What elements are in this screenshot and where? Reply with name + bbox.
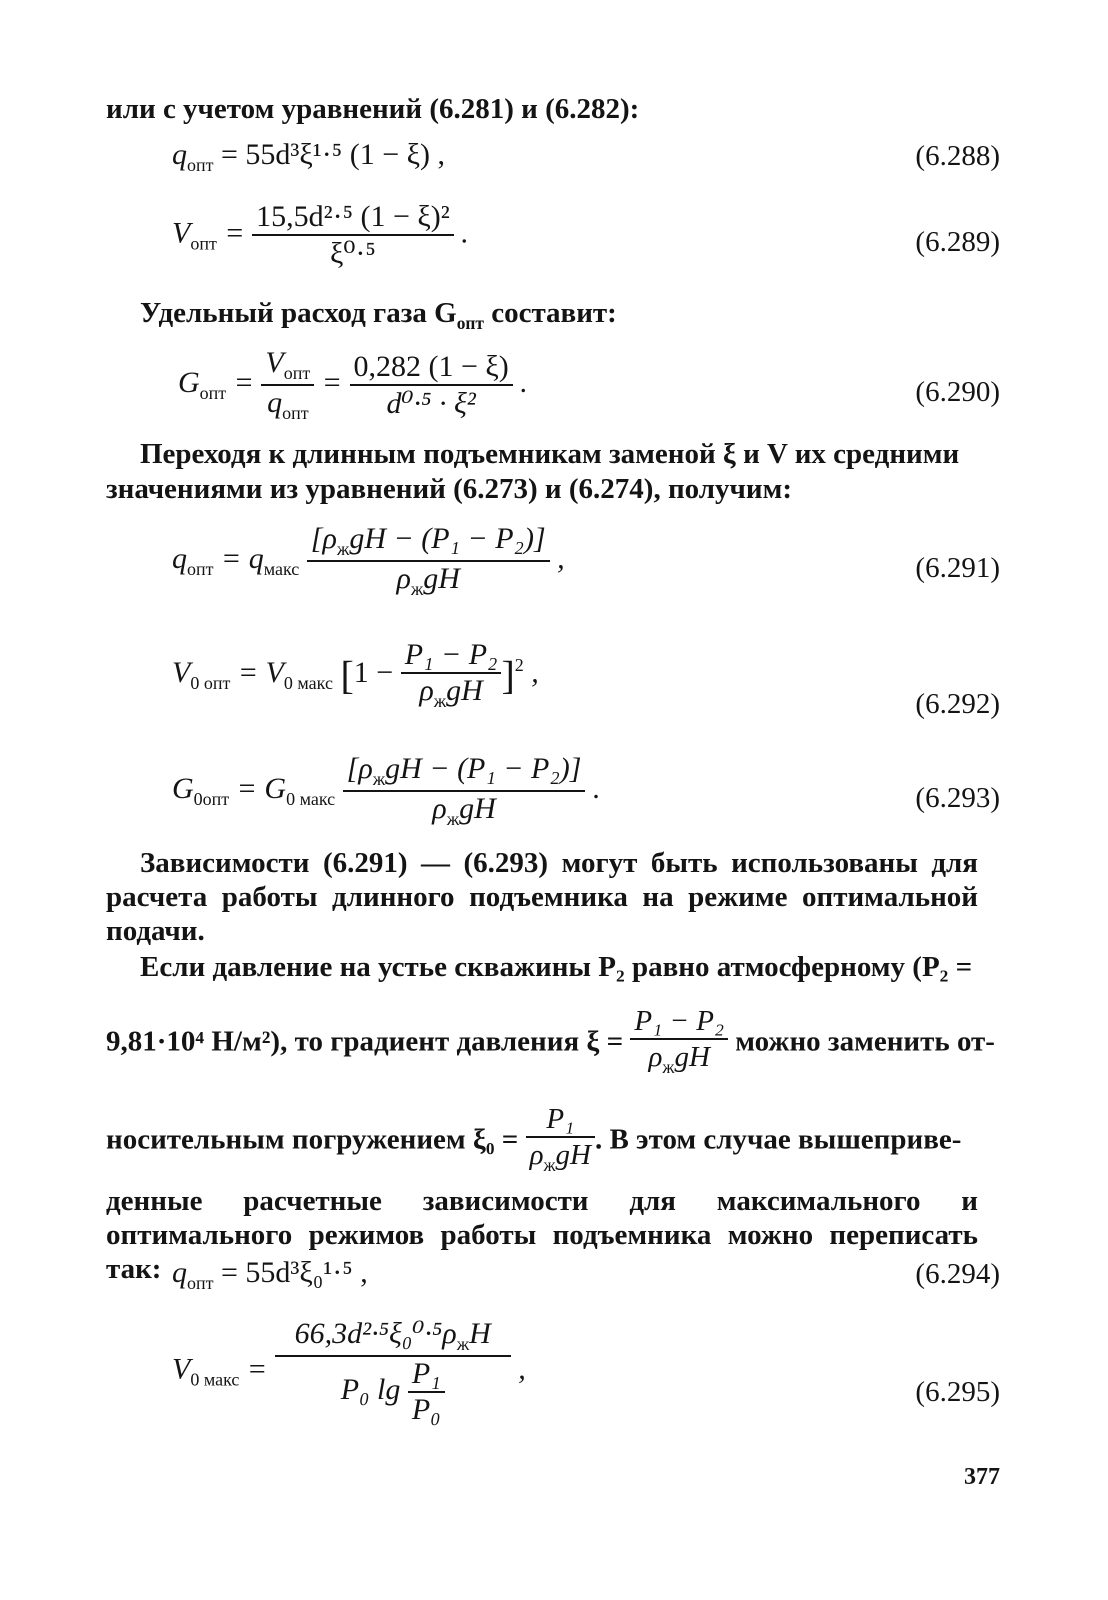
pressure-text-4: денные расчетные зависимости для максимального и оптимального режимов работы подъемника можно переписать так:	[106, 1185, 978, 1285]
equation-number-6-292: (6.292)	[915, 688, 1000, 720]
intro-text: или с учетом уравнений (6.281) и (6.282):	[106, 93, 640, 125]
equation-6-293: $G_{0опт} = G_{0 макс}$ $\frac{[\rho_жgH - (P_1 - P_2)]}{\rho_жgH}$ .	[172, 752, 601, 829]
equation-6-292: $V_{0 опт} = V_{0 макс}$ [1 − $\frac{\text{P₁ − P₂}}{\rho_жgH}$ ]$^2$ ,	[172, 638, 539, 711]
equation-6-290: $G_{опт}$ = $\frac{V_{опт}}{q_{опт}}$ = $\frac{0,282 (1 - \xi)}{\text{d⁰·⁵ · ξ²}}$ .	[178, 346, 528, 423]
equation-6-291: $q_{опт} = q_{макс}$ $\frac{[\rho_жgH - (P_1 - P_2)]}{\rho_жgH}$ ,	[172, 522, 565, 599]
pressure-text-3: носительным погружением ξ₀ = $\frac{\text{P₁}}{\rho_жgH}$ . В этом случае вышеприве-	[106, 1103, 962, 1175]
equation-6-288: $q_{опт} = 55d^3\xi^1\cdot^5$ (1 − ξ) ,	[172, 138, 446, 175]
equation-6-295: $V_{0 макс}$ = $66,3d^2\cdot^5\xi_0^0\cdot^5\rho_жH$ P₀ lg $\frac{\text{P₁}}{\text{P₀}}$ ,	[172, 1317, 526, 1426]
equation-number-6-295: (6.295)	[915, 1376, 1000, 1408]
equation-number-6-288: (6.288)	[915, 140, 1000, 172]
equation-number-6-289: (6.289)	[915, 226, 1000, 258]
equation-number-6-293: (6.293)	[915, 782, 1000, 814]
equation-6-294: $q_{опт} = 55d^3\xi_0^1\cdot^5$ ,	[172, 1256, 368, 1293]
long-lift-text-2: значениями из уравнений (6.273) и (6.274), получим:	[106, 473, 793, 505]
equation-6-289: $V_{опт}$ = $\frac{\text{15,5d²·⁵ (1 − ξ)²}}{\text{ξ⁰·⁵}}$ .	[172, 200, 469, 270]
page-number: 377	[964, 1464, 1000, 1490]
gas-flow-text: Удельный расход газа $G_{опт}$ составит:	[140, 297, 617, 333]
dependencies-paragraph: Зависимости (6.291) — (6.293) могут быть использованы для расчета работы длинного подъемника на режиме оптимальной подачи.	[106, 847, 978, 947]
equation-number-6-291: (6.291)	[915, 552, 1000, 584]
equation-number-6-294: (6.294)	[915, 1258, 1000, 1290]
pressure-text-2: 9,81·10⁴ Н/м²), то градиент давления ξ = $\frac{\text{P₁ − P₂}}{\rho_жgH}$ можно заменить от-	[106, 1005, 995, 1077]
pressure-text-1: Если давление на устье скважины P₂ равно атмосферному (P₂ =	[140, 951, 973, 983]
equation-number-6-290: (6.290)	[915, 376, 1000, 408]
long-lift-text-1: Переходя к длинным подъемникам заменой ξ и V их средними	[140, 438, 960, 470]
